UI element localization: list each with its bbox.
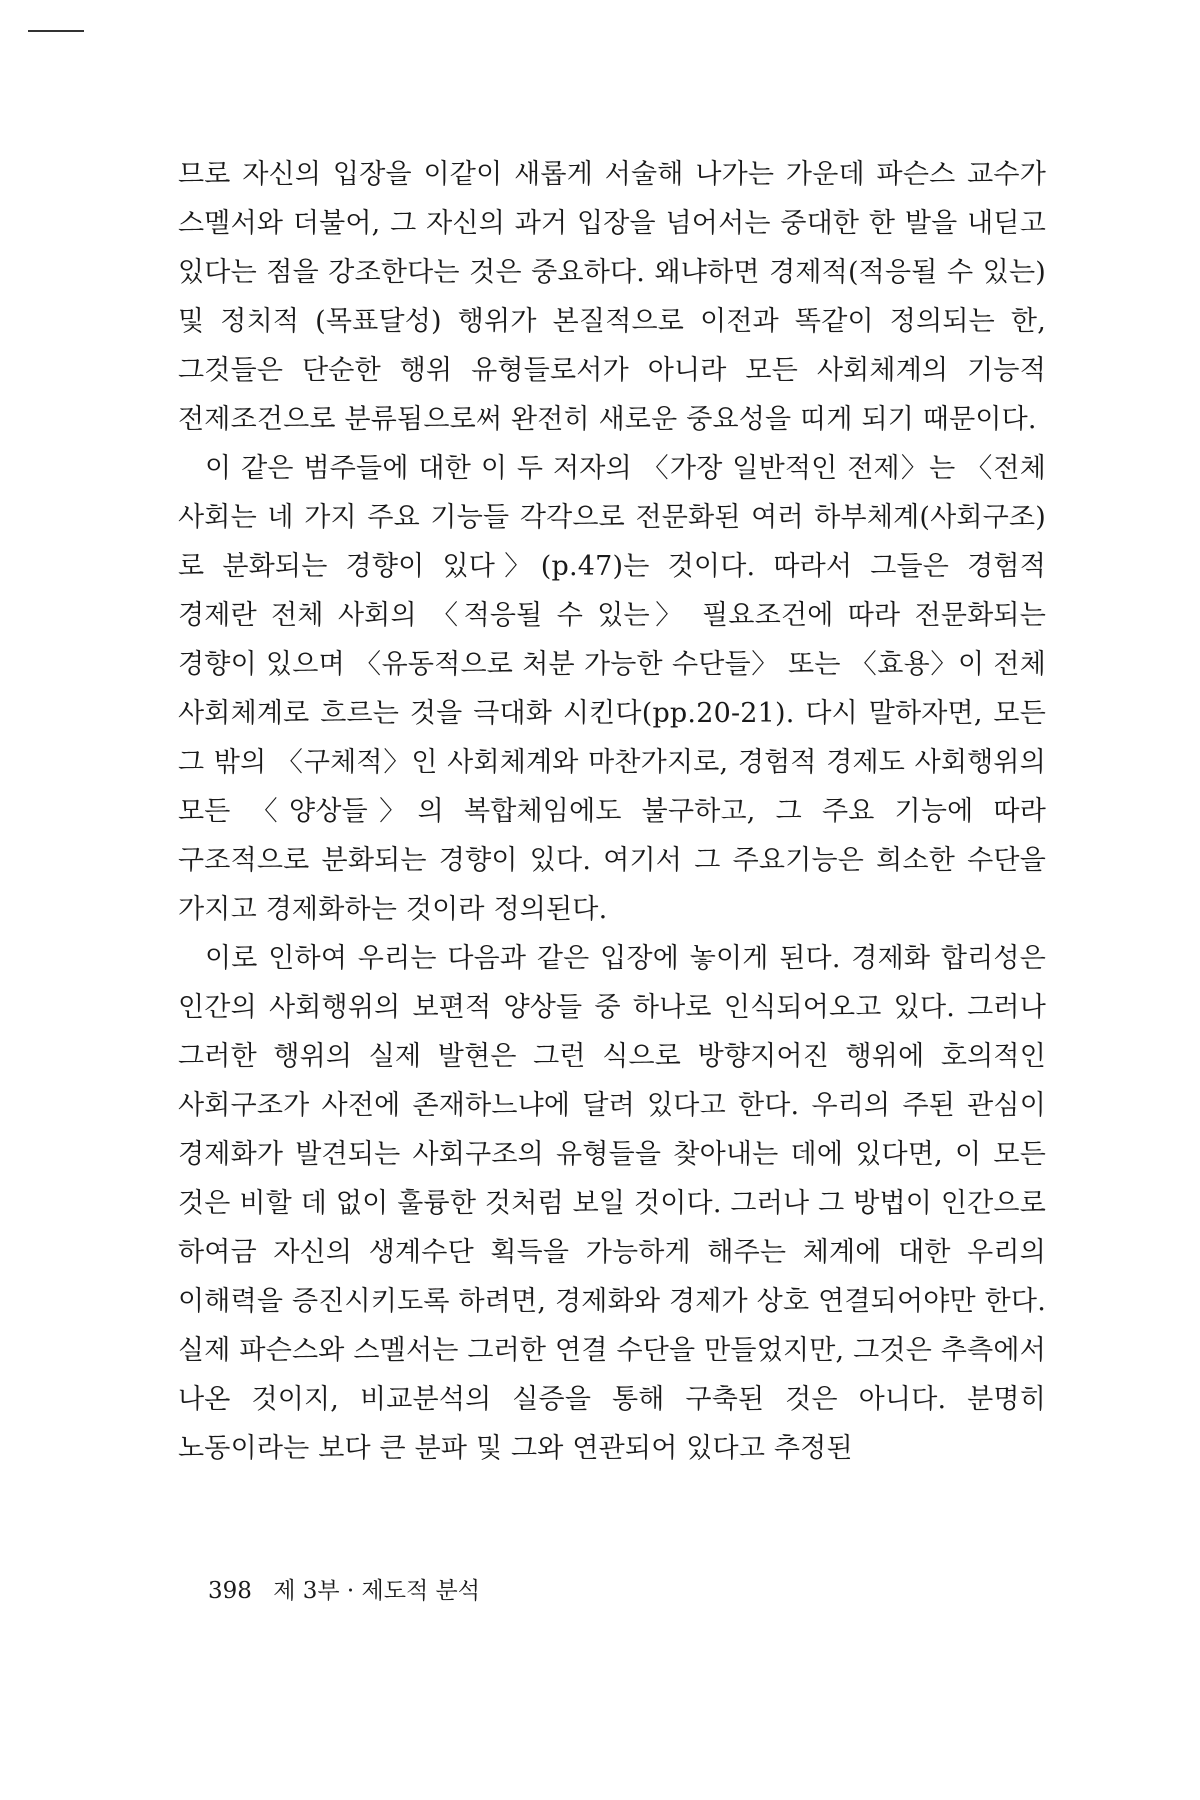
part-title: 제 3부 · 제도적 분석 <box>273 1578 480 1604</box>
paragraph-2: 이 같은 범주들에 대한 이 두 저자의 〈가장 일반적인 전제〉는 〈전체 사회는 네 가지 주요 기능들 각각으로 전문화된 여러 하부체계(사회구조)로 분화되는 경향이 있다〉(p.47)는 것이다. 따라서 그들은 경험적 경제란 전체 사회의 〈적응될 수 있는〉 필요조건에 따라 전문화되는 경향이 있으며 〈유동적으로 처분 가능한 수단들〉 또는 〈효용〉이 전체 사회체계로 흐르는 것을 극대화 시킨다(pp.20-21). 다시 말하자면, 모든 그 밖의 〈구체적〉인 사회체계와 마찬가지로, 경험적 경제도 사회행위의 모든 〈양상들〉의 복합체임에도 불구하고, 그 주요 기능에 따라 구조적으로 분화되는 경향이 있다. 여기서 그 주요기능은 희소한 수단을 가지고 경제화하는 것이라 정의된다. <box>178 453 1046 925</box>
corner-rule <box>28 30 84 32</box>
page-footer <box>208 1572 480 1605</box>
body-text <box>178 150 1046 1473</box>
page-number: 398 <box>208 1578 252 1604</box>
paragraph-1: 므로 자신의 입장을 이같이 새롭게 서술해 나가는 가운데 파슨스 교수가 스멜서와 더불어, 그 자신의 과거 입장을 넘어서는 중대한 한 발을 내딛고 있다는 점을 강조한다는 것은 중요하다. 왜냐하면 경제적(적응될 수 있는) 및 정치적 (목표달성) 행위가 본질적으로 이전과 똑같이 정의되는 한, 그것들은 단순한 행위 유형들로서가 아니라 모든 사회체계의 기능적 전제조건으로 분류됨으로써 완전히 새로운 중요성을 띠게 되기 때문이다. <box>178 159 1046 435</box>
paragraph-3: 이로 인하여 우리는 다음과 같은 입장에 놓이게 된다. 경제화 합리성은 인간의 사회행위의 보편적 양상들 중 하나로 인식되어오고 있다. 그러나 그러한 행위의 실제 발현은 그런 식으로 방향지어진 행위에 호의적인 사회구조가 사전에 존재하느냐에 달려 있다고 한다. 우리의 주된 관심이 경제화가 발견되는 사회구조의 유형들을 찾아내는 데에 있다면, 이 모든 것은 비할 데 없이 훌륭한 것처럼 보일 것이다. 그러나 그 방법이 인간으로 하여금 자신의 생계수단 획득을 가능하게 해주는 체계에 대한 우리의 이해력을 증진시키도록 하려면, 경제화와 경제가 상호 연결되어야만 한다. 실제 파슨스와 스멜서는 그러한 연결 수단을 만들었지만, 그것은 추측에서 나온 것이지, 비교분석의 실증을 통해 구축된 것은 아니다. 분명히 노동이라는 보다 큰 분파 및 그와 연관되어 있다고 추정된 <box>178 943 1046 1464</box>
